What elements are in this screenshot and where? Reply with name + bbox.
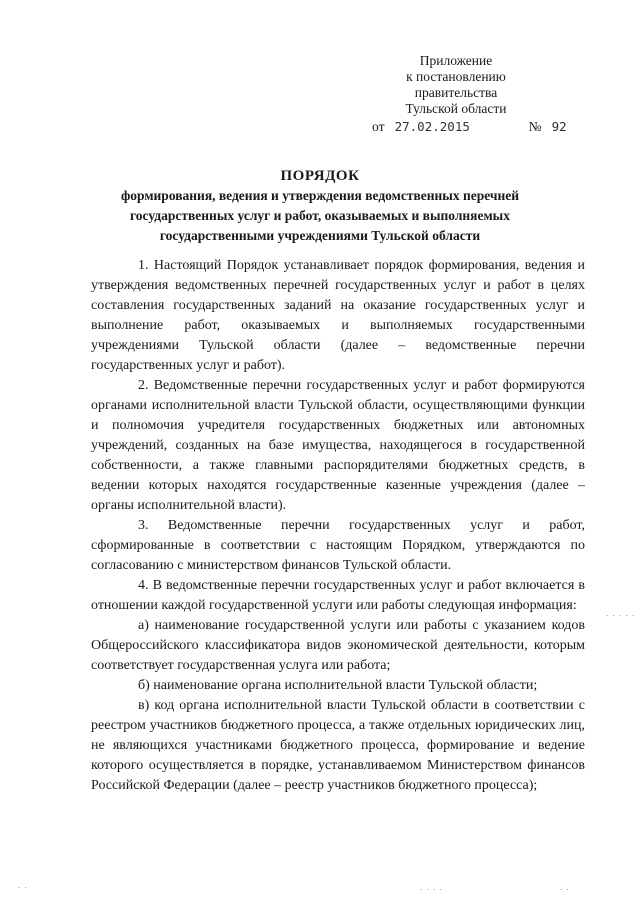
- appendix-line-2: к постановлению правительства: [406, 69, 506, 100]
- scan-speck: . . . . .: [606, 608, 636, 618]
- title-subtitle: формирования, ведения и утверждения ведомственных перечней государственных услуг и работ, оказываемых и выполняемых государственными учреждениями Тульской области: [120, 188, 520, 243]
- paragraph-1: 1. Настоящий Порядок устанавливает порядок формирования, ведения и утверждения ведомственных перечней государственных услуг и работ в целях составления государственных заданий на оказание государственных услуг и выполнение работ, оказываемых и выполняемых государственными учреждениями Тульской области (далее – ведомственные перечни государственных услуг и работ).: [91, 258, 585, 373]
- paragraph-3: 3. Ведомственные перечни государственных услуг и работ, сформированные в соответствии с настоящим Порядком, утверждаются по согласованию с министерством финансов Тульской области.: [91, 518, 585, 573]
- number-value: 92: [551, 119, 567, 134]
- appendix-line-1: Приложение: [419, 53, 493, 68]
- scan-speck: . .: [560, 882, 570, 892]
- paragraph-4c: в) код органа исполнительной власти Тульской области в соответствии с реестром участников бюджетного процесса, а также отдельных юридических лиц, не являющихся участниками бюджетного процесса, формирование и ведение которого осуществляется в порядке, устанавливаемом Министерством финансов Российской Федерации (далее – реестр участников бюджетного процесса);: [91, 698, 585, 793]
- paragraph-4b: б) наименование органа исполнительной власти Тульской области;: [138, 678, 538, 693]
- document-body: [91, 256, 585, 796]
- paragraph-4: 4. В ведомственные перечни государственных услуг и работ включается в отношении каждой государственной услуги или работы следующая информация:: [91, 578, 585, 613]
- date-prefix: от: [372, 119, 385, 134]
- scan-speck: . . . .: [420, 882, 443, 892]
- paragraph-2: 2. Ведомственные перечни государственных услуг и работ формируются органами исполнительной власти Тульской области, осуществляющими функции и полномочия учредителя государственных бюджетных или автономных учреждений, созданных на базе имущества, находящегося в государственной собственности, а также главными распорядителями бюджетных средств, в ведении которых находятся государственные казенные учреждения (далее – органы исполнительной власти).: [91, 378, 585, 513]
- paragraph-4a: а) наименование государственной услуги или работы с указанием кодов Общероссийского классификатора видов экономической деятельности, которым соответствует государственная услуга или работа;: [91, 618, 585, 673]
- date-number-line: [372, 119, 572, 135]
- appendix-header: [366, 53, 546, 117]
- appendix-line-3: Тульской области: [405, 101, 507, 116]
- date-value: 27.02.2015: [394, 119, 470, 134]
- title-heading: ПОРЯДОК: [280, 168, 360, 184]
- document-title: [80, 166, 560, 246]
- number-prefix: №: [528, 119, 542, 134]
- scan-speck: . .: [18, 880, 28, 890]
